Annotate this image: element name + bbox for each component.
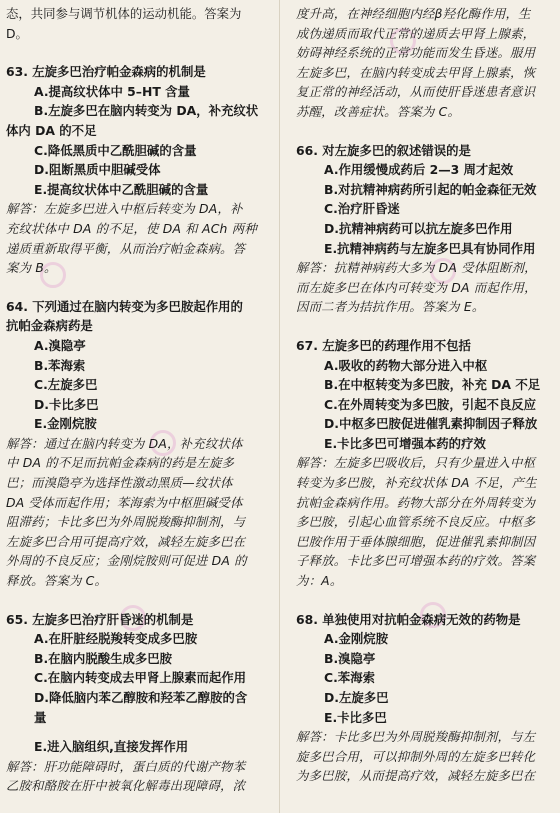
answer-line: 案为 B。: [6, 260, 57, 276]
answer-line: DA 受体而起作用；苯海索为中枢胆碱受体: [6, 494, 243, 510]
option: D.卡比多巴: [34, 396, 99, 412]
answer-line: 解答：左旋多巴进入中枢后转变为 DA，补: [6, 201, 243, 217]
option: E.进入脑组织,直接发挥作用: [34, 739, 189, 755]
answer-line: 充纹状体中 DA 的不足，使 DA 和 ACh 两种: [6, 220, 257, 236]
option: 体内 DA 的不足: [6, 122, 97, 138]
option: A.溴隐亭: [34, 337, 86, 353]
answer-line: 为：A。: [296, 573, 343, 589]
option: C.在脑内转变成去甲肾上腺素而起作用: [34, 670, 247, 686]
answer-line: 解答：左旋多巴吸收后，只有少量进入中枢: [296, 455, 536, 471]
answer-line: 中 DA 的不足而抗帕金森病的药是左旋多: [6, 455, 235, 471]
answer-line: 解答：通过在脑内转变为 DA，补充纹状体: [6, 435, 243, 451]
left-column: [6, 4, 264, 796]
option: D.降低脑内苯乙醇胺和羟苯乙醇胺的含: [34, 690, 248, 705]
option: E.金刚烷胺: [34, 416, 97, 432]
option: B.苯海索: [34, 357, 86, 373]
option: E.抗精神病药与左旋多巴具有协同作用: [324, 240, 536, 256]
option: B.对抗精神病药所引起的帕金森征无效: [324, 181, 537, 197]
answer-line: 递质重新取得平衡，从而治疗帕金森病。答: [6, 240, 246, 256]
option: C.左旋多巴: [34, 377, 98, 393]
answer-line: 释放。答案为 C。: [6, 573, 108, 589]
option: D.中枢多巴胺促进催乳素抑制因子释放: [324, 416, 538, 432]
answer-line: 左旋多巴合用可提高疗效，减轻左旋多巴在: [6, 533, 246, 549]
answer-line: 转变为多巴胺，补充纹状体 DA 不足，产生: [296, 475, 537, 491]
question-67-title: 67. 左旋多巴的药理作用不包括: [296, 337, 471, 353]
text-line: 妨碍神经系统的正常功能而发生昏迷。服用: [296, 45, 536, 61]
option: 量: [34, 709, 47, 725]
answer-line: 旋多巴合用，可以抑制外周的左旋多巴转化: [296, 748, 536, 764]
answer-line: 解答：肝功能障碍时，蛋白质的代谢产物苯: [6, 758, 246, 774]
option: D.左旋多巴: [324, 690, 389, 705]
option: C.治疗肝昏迷: [324, 201, 400, 217]
question-64-title: 抗帕金森病药是: [6, 318, 93, 334]
option: E.卡比多巴可增强本药的疗效: [324, 435, 486, 451]
option: E.卡比多巴: [324, 709, 387, 725]
question-66-title: 66. 对左旋多巴的叙述错误的是: [296, 142, 471, 158]
text-line: 苏醒，改善症状。答案为 C。: [296, 103, 461, 119]
answer-line: 多巴胺，引起心血管系统不良反应。中枢多: [296, 514, 536, 530]
text-line: 成伪递质而取代正常的递质去甲肾上腺素，: [296, 25, 536, 41]
option: A.作用缓慢成药后 2—3 周才起效: [324, 162, 514, 178]
option: A.在肝脏经脱羧转变成多巴胺: [34, 631, 198, 647]
answer-line: 抗帕金森病作用。药物大部分在外周转变为: [296, 494, 536, 510]
option: C.在外周转变为多巴胺，引起不良反应: [324, 396, 537, 412]
answer-line: 子释放。卡比多巴可增强本药的疗效。答案: [296, 553, 536, 569]
answer-line: 阻滞药；卡比多巴为外周脱羧酶抑制剂，与: [6, 514, 246, 530]
text-line: 复正常的神经活动，从而使肝昏迷患者意识: [296, 84, 536, 100]
answer-line: 为多巴胺，从而提高疗效，减轻左旋多巴在: [296, 768, 536, 784]
option: B.在中枢转变为多巴胺，补充 DA 不足: [324, 377, 541, 393]
answer-line: 乙胺和酪胺在肝中被氧化解毒出现障碍，浓: [6, 778, 246, 794]
option: B.溴隐亭: [324, 650, 376, 666]
option: A.金刚烷胺: [324, 631, 389, 647]
column-divider: [279, 0, 280, 813]
right-column: [296, 4, 554, 786]
text-line: 态，共同参与调节机体的运动机能。答案为: [6, 6, 242, 21]
answer-line: 因而二者为拮抗作用。答案为 E。: [296, 299, 485, 315]
answer-line: 巴胺作用于垂体腺细胞，促进催乳素抑制因: [296, 533, 536, 549]
option: A.吸收的药物大部分进入中枢: [324, 357, 488, 373]
question-63-title: 63. 左旋多巴治疗帕金森病的机制是: [6, 64, 206, 80]
text-line: D。: [6, 25, 28, 41]
answer-line: 解答：卡比多巴为外周脱羧酶抑制剂，与左: [296, 729, 536, 745]
answer-line: 外周的不良反应；金刚烷胺则可促进 DA 的: [6, 553, 247, 569]
option: E.提高纹状体中乙酰胆碱的含量: [34, 181, 209, 197]
answer-line: 巴；而溴隐亭为选择性激动黑质—纹状体: [6, 475, 233, 491]
text-line: 度升高，在神经细胞内经β羟化酶作用，生: [296, 6, 531, 21]
text-line: 左旋多巴，在脑内转变成去甲肾上腺素，恢: [296, 64, 536, 80]
question-65-title: 65. 左旋多巴治疗肝昏迷的机制是: [6, 611, 194, 627]
option: C.降低黑质中乙酰胆碱的含量: [34, 142, 197, 158]
question-64-title: 64. 下列通过在脑内转变为多巴胺起作用的: [6, 298, 243, 314]
answer-line: 解答：抗精神病药大多为 DA 受体阻断剂，: [296, 260, 537, 276]
option: C.苯海索: [324, 670, 375, 686]
option: D.抗精神病药可以抗左旋多巴作用: [324, 220, 513, 236]
option: D.阻断黑质中胆碱受体: [34, 162, 161, 178]
option: A.提高纹状体中 5–HT 含量: [34, 83, 190, 99]
answer-line: 而左旋多巴在体内可转变为 DA 而起作用，: [296, 279, 537, 295]
option: B.在脑内脱酸生成多巴胺: [34, 650, 173, 666]
option: B.左旋多巴在脑内转变为 DA，补充纹状: [34, 103, 259, 119]
question-68-title: 68. 单独使用对抗帕金森病无效的药物是: [296, 611, 521, 627]
